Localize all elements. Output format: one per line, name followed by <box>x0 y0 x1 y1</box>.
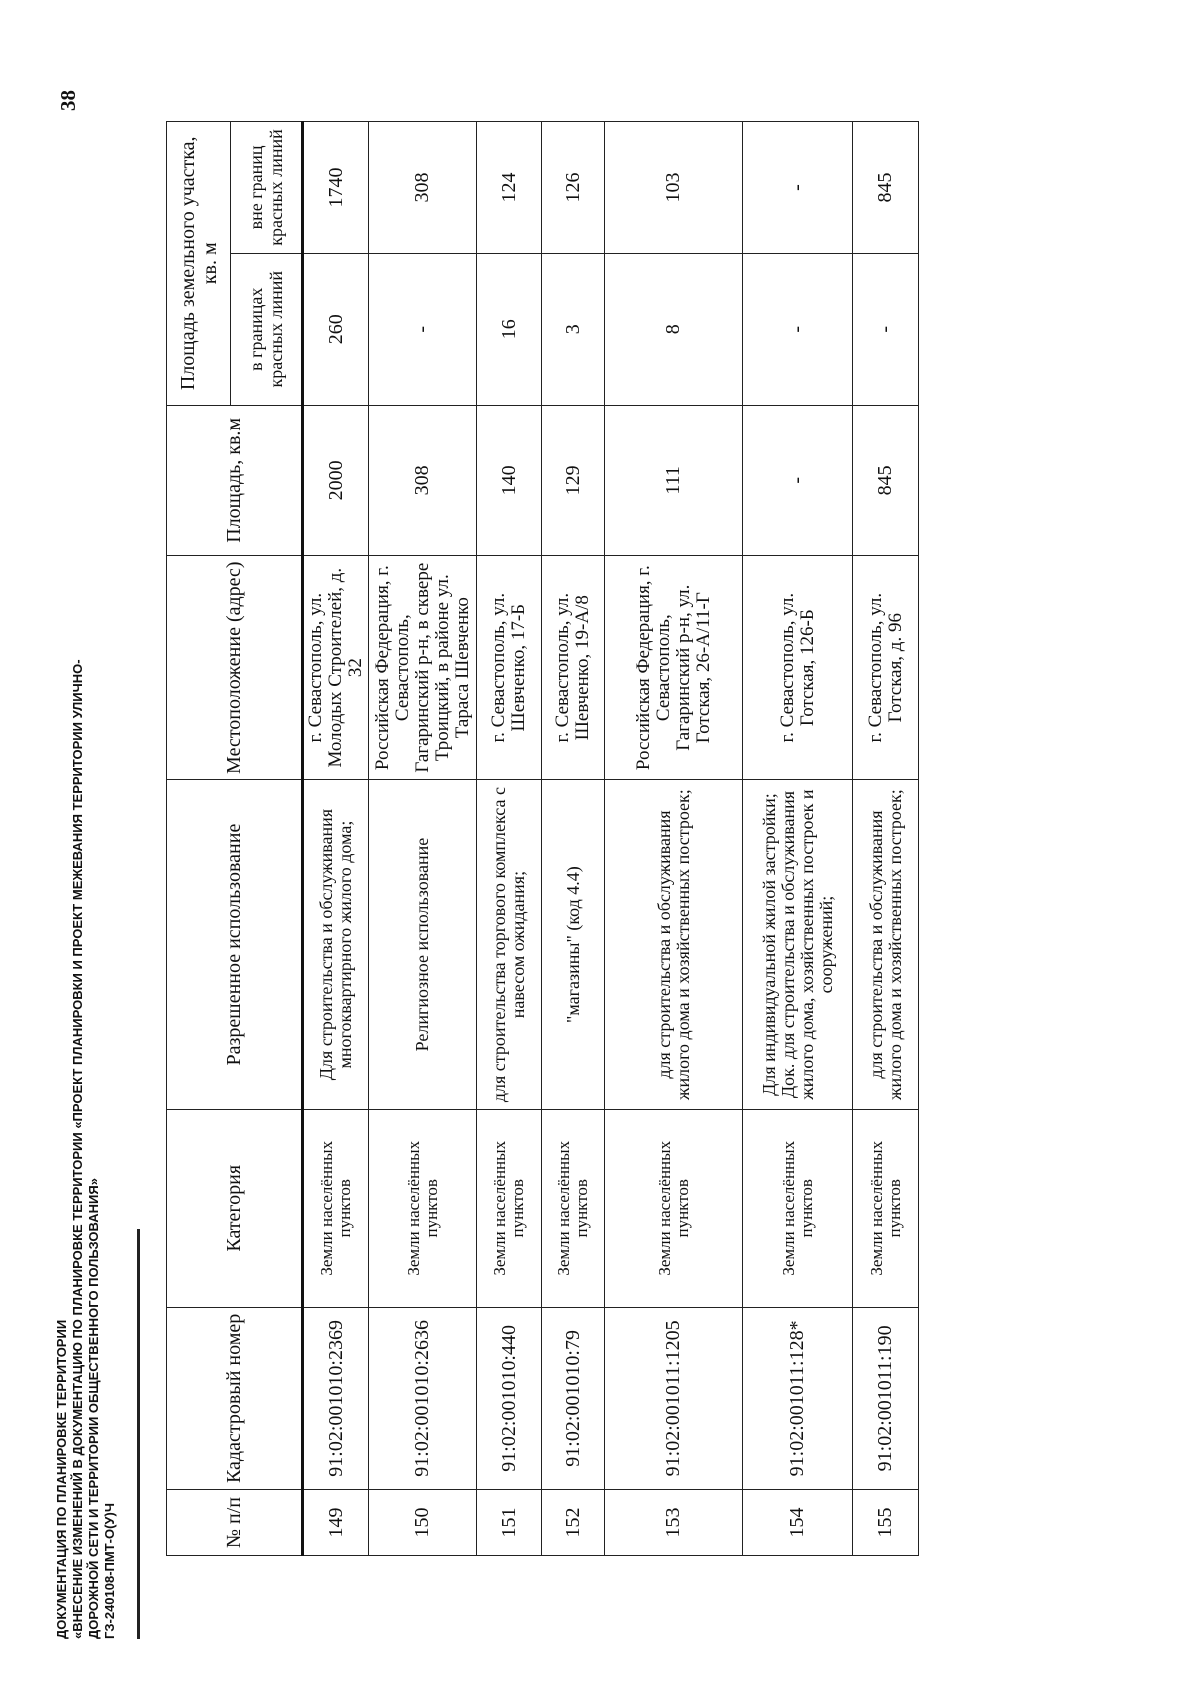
table-row <box>542 122 605 1556</box>
cell-num: 150 <box>369 1490 477 1556</box>
cell-permitted-use: Для строительства и обслуживания многоквартирного жилого дома; <box>303 780 369 1110</box>
cell-inside-red: - <box>743 253 853 405</box>
cell-category: Земли населённых пунктов <box>853 1109 919 1307</box>
cell-num: 153 <box>605 1490 743 1556</box>
cell-area: 140 <box>477 405 542 556</box>
table-row <box>743 122 853 1556</box>
cell-cadastral: 91:02:001011:1205 <box>605 1307 743 1489</box>
table-row <box>605 122 743 1556</box>
cell-outside-red: 126 <box>542 122 605 254</box>
cell-category: Земли населённых пунктов <box>743 1109 853 1307</box>
cell-category: Земли населённых пунктов <box>477 1109 542 1307</box>
cell-outside-red: 845 <box>853 122 919 254</box>
cell-num: 155 <box>853 1490 919 1556</box>
cell-outside-red: 124 <box>477 122 542 254</box>
cell-permitted-use: Религиозное использование <box>369 780 477 1110</box>
land-plots-table <box>166 121 919 1556</box>
header-line-2: «ВНЕСЕНИЕ ИЗМЕНЕНИЙ В ДОКУМЕНТАЦИЮ ПО ПЛАНИРОВКЕ ТЕРРИТОРИИ «ПРОЕКТ ПЛАНИРОВКИ И ПРОЕКТ МЕЖЕВАНИЯ ТЕРРИТОРИИ УЛИЧНО- <box>70 659 85 1639</box>
cell-permitted-use: "магазины" (код 4.4) <box>542 780 605 1110</box>
cell-address: г. Севастополь, ул. Готская, д. 96 <box>853 556 919 780</box>
cell-address: г. Севастополь, ул. Шевченко, 17-Б <box>477 556 542 780</box>
cell-inside-red: 8 <box>605 253 743 405</box>
cell-inside-red: 3 <box>542 253 605 405</box>
cell-num: 151 <box>477 1490 542 1556</box>
cell-outside-red: 103 <box>605 122 743 254</box>
cell-address: Российская Федерация, г. Севастополь, Гагаринский р-н, в сквере Троицкий, в районе ул. Тараса Шевченко <box>369 556 477 780</box>
col-header-location: Местоположение (адрес) <box>167 556 303 780</box>
header-row-1 <box>167 122 231 1556</box>
col-header-plot-area: Площадь земельного участка, кв. м <box>167 122 231 406</box>
col-header-permitted-use: Разрешенное использование <box>167 780 303 1110</box>
col-header-cadastral: Кадастровый номер <box>167 1307 303 1489</box>
table-row <box>303 122 369 1556</box>
header-line-1: ДОКУМЕНТАЦИЯ ПО ПЛАНИРОВКЕ ТЕРРИТОРИИ <box>54 1319 69 1639</box>
cell-cadastral: 91:02:001011:128* <box>743 1307 853 1489</box>
cell-area: 308 <box>369 405 477 556</box>
cell-outside-red: - <box>743 122 853 254</box>
land-plots-table-container <box>166 121 919 1556</box>
page-number: 38 <box>56 90 80 111</box>
cell-address: г. Севастополь, ул. Готская, 126-Б <box>743 556 853 780</box>
cell-num: 152 <box>542 1490 605 1556</box>
cell-address: г. Севастополь, ул. Молодых Строителей, д. 32 <box>303 556 369 780</box>
cell-num: 154 <box>743 1490 853 1556</box>
col-header-num: № п/п <box>167 1490 303 1556</box>
cell-category: Земли населённых пунктов <box>369 1109 477 1307</box>
cell-area: 111 <box>605 405 743 556</box>
cell-permitted-use: для строительства и обслуживания жилого дома и хозяйственных построек; <box>853 780 919 1110</box>
cell-address: г. Севастополь, ул. Шевченко, 19-А/8 <box>542 556 605 780</box>
cell-area: 129 <box>542 405 605 556</box>
cell-cadastral: 91:02:001011:190 <box>853 1307 919 1489</box>
header-line-4: ГЗ-240108-ПМТ-О(У)Ч <box>102 1503 117 1639</box>
cell-category: Земли населённых пунктов <box>605 1109 743 1307</box>
col-header-area: Площадь, кв.м <box>167 405 303 556</box>
cell-inside-red: 260 <box>303 253 369 405</box>
col-header-category: Категория <box>167 1109 303 1307</box>
cell-area: 2000 <box>303 405 369 556</box>
cell-permitted-use: для строительства торгового комплекса с навесом ожидания; <box>477 780 542 1110</box>
table-row <box>369 122 477 1556</box>
header-line-3: ДОРОЖНОЙ СЕТИ И ТЕРРИТОРИИ ОБЩЕСТВЕННОГО ПОЛЬЗОВАНИЯ» <box>86 1178 101 1639</box>
cell-cadastral: 91:02:001010:2369 <box>303 1307 369 1489</box>
cell-outside-red: 308 <box>369 122 477 254</box>
cell-cadastral: 91:02:001010:79 <box>542 1307 605 1489</box>
cell-area: 845 <box>853 405 919 556</box>
cell-num: 149 <box>303 1490 369 1556</box>
cell-permitted-use: Для индивидуальной жилой застройки; Док. для строительства и обслуживания жилого дома, хозяйственных построек и сооружений; <box>743 780 853 1110</box>
cell-cadastral: 91:02:001010:2636 <box>369 1307 477 1489</box>
document-header <box>54 439 118 1639</box>
table-row <box>477 122 542 1556</box>
cell-inside-red: - <box>369 253 477 405</box>
cell-outside-red: 1740 <box>303 122 369 254</box>
cell-area: - <box>743 405 853 556</box>
col-header-inside-red-lines: в границах красных линий <box>231 253 303 405</box>
cell-address: Российская Федерация, г. Севастополь, Гагаринский р-н, ул. Готская, 26-А/11-Г <box>605 556 743 780</box>
cell-permitted-use: для строительства и обслуживания жилого дома и хозяйственных построек; <box>605 780 743 1110</box>
header-rule <box>137 1229 140 1639</box>
cell-category: Земли населённых пунктов <box>303 1109 369 1307</box>
cell-category: Земли населённых пунктов <box>542 1109 605 1307</box>
cell-inside-red: 16 <box>477 253 542 405</box>
cell-cadastral: 91:02:001010:440 <box>477 1307 542 1489</box>
col-header-outside-red-lines: вне границ красных линий <box>231 122 303 254</box>
cell-inside-red: - <box>853 253 919 405</box>
table-row <box>853 122 919 1556</box>
